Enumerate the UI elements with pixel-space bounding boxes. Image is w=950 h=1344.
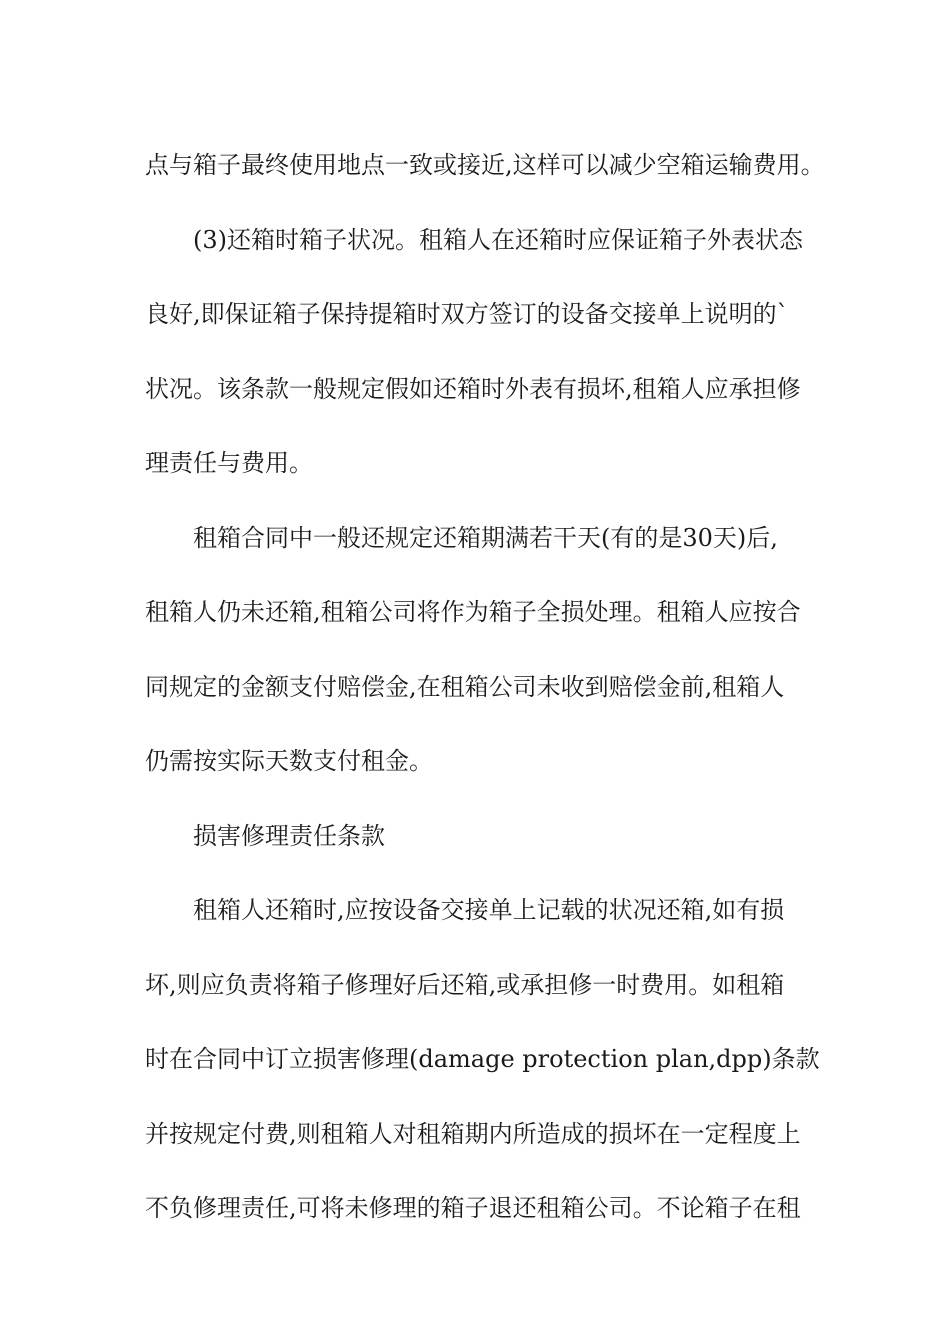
text-line: 不负修理责任,可将未修理的箱子退还租箱公司。不论箱子在租 [145, 1194, 801, 1222]
text-line: 租箱人还箱时,应按设备交接单上记载的状况还箱,如有损 [193, 896, 785, 924]
text-line: 点与箱子最终使用地点一致或接近,这样可以减少空箱运输费用。 [145, 151, 825, 179]
text-line: 良好,即保证箱子保持提箱时双方签订的设备交接单上说明的` [145, 300, 789, 328]
text-line: 仍需按实际天数支付租金。 [145, 747, 433, 775]
text-line: (3)还箱时箱子状况。租箱人在还箱时应保证箱子外表状态 [193, 225, 803, 254]
text-line: 理责任与费用。 [145, 449, 313, 477]
text-line: 同规定的金额支付赔偿金,在租箱公司未收到赔偿金前,租箱人 [145, 672, 785, 701]
text-line: 时在合同中订立损害修理(damage protection plan,dpp)条款 [145, 1045, 820, 1073]
document-body [145, 128, 825, 1246]
text-line: 并按规定付费,则租箱人对租箱期内所造成的损坏在一定程度上 [145, 1119, 801, 1148]
text-line: 状况。该条款一般规定假如还箱时外表有损坏,租箱人应承担修 [145, 374, 801, 403]
text-line: 坏,则应负责将箱子修理好后还箱,或承担修一时费用。如租箱 [145, 970, 785, 999]
text-line: 租箱合同中一般还规定还箱期满若干天(有的是30天)后, [193, 523, 778, 552]
text-line: 租箱人仍未还箱,租箱公司将作为箱子全损处理。租箱人应按合 [145, 598, 801, 626]
section-heading: 损害修理责任条款 [193, 821, 385, 850]
